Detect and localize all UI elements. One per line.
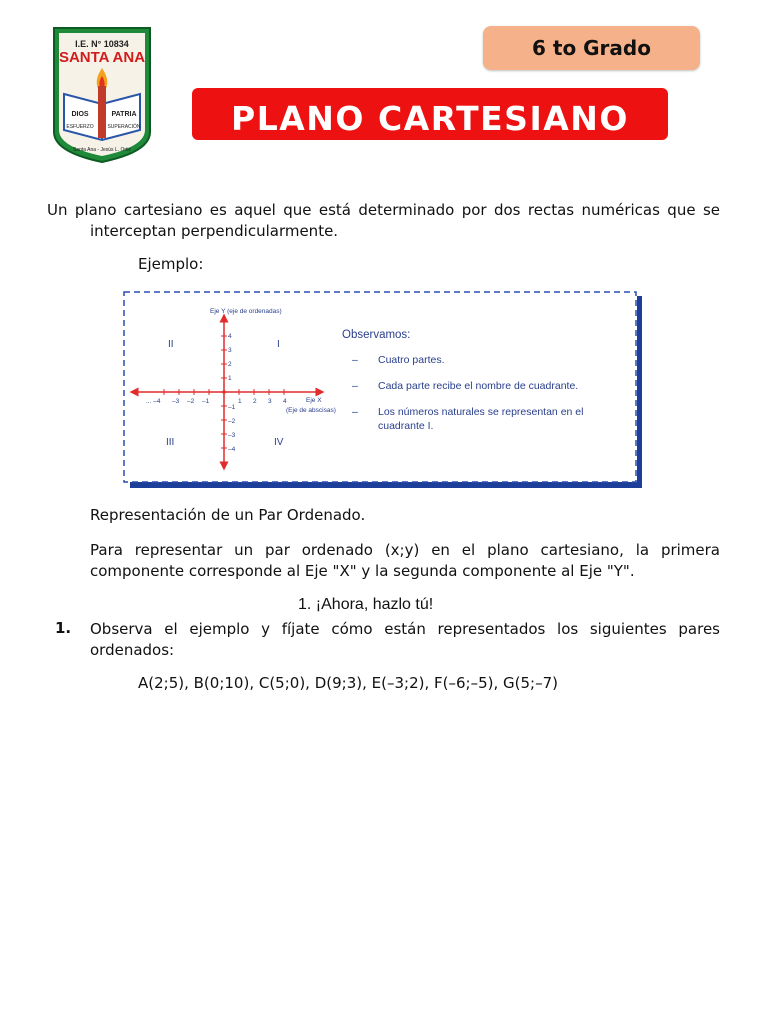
x-tick-label: 3 xyxy=(268,398,272,405)
frame-shadow-right xyxy=(637,296,642,486)
x-axis-label: Eje X xyxy=(306,397,322,404)
observation-item: Cuatro partes. xyxy=(378,354,445,366)
badge-school-name: SANTA ANA xyxy=(58,49,146,66)
y-tick-label: –2 xyxy=(228,418,236,425)
observation-item: Cada parte recibe el nombre de cuadrante. xyxy=(378,380,579,392)
x-tick-label: –1 xyxy=(202,398,210,405)
cartesian-plane-figure xyxy=(122,290,642,488)
origin-point xyxy=(222,390,226,394)
y-tick-label: 3 xyxy=(228,347,232,354)
intro-line-1: Un plano cartesiano es aquel que está determinado por dos rectas numéricas que se xyxy=(47,201,720,219)
explanation-line-2: componente corresponde al Eje "X" y la segunda componente al Eje "Y". xyxy=(90,562,635,580)
y-tick-label: 4 xyxy=(228,333,232,340)
school-badge-logo xyxy=(50,24,154,164)
y-tick-label: –3 xyxy=(228,432,236,439)
exercise-line-1: Observa el ejemplo y fíjate cómo están representados los siguientes pares xyxy=(90,620,720,638)
ordered-pair-heading: Representación de un Par Ordenado. xyxy=(90,506,366,524)
observation-item: cuadrante I. xyxy=(378,420,434,432)
quadrant-label-iii: III xyxy=(166,437,175,448)
page-title: PLANO CARTESIANO xyxy=(192,88,668,140)
badge-word-superacion: SUPERACIÓN xyxy=(107,124,141,130)
badge-word-patria: PATRIA xyxy=(111,111,137,118)
quadrant-label-ii: II xyxy=(168,339,174,350)
explanation-paragraph xyxy=(90,540,720,582)
observation-dash: – xyxy=(352,380,358,392)
observations-heading: Observamos: xyxy=(342,329,411,341)
x-tick-label: –2 xyxy=(187,398,195,405)
badge-word-esfuerzo: ESFUERZO xyxy=(66,124,94,130)
observation-item: Los números naturales se representan en el xyxy=(378,406,584,418)
intro-paragraph xyxy=(47,200,720,242)
badge-word-dios: DIOS xyxy=(71,111,89,118)
quadrant-label-iv: IV xyxy=(274,437,284,448)
y-tick-label: 2 xyxy=(228,361,232,368)
observation-dash: – xyxy=(352,354,358,366)
x-tick-label: 2 xyxy=(253,398,257,405)
observation-dash: – xyxy=(352,406,358,418)
ordered-pairs-list: A(2;5), B(0;10), C(5;0), D(9;3), E(–3;2), F(–6;–5), G(5;–7) xyxy=(138,674,558,692)
x-tick-label: –3 xyxy=(172,398,180,405)
exercise-line-2: ordenados: xyxy=(90,641,175,659)
x-tick-label: 1 xyxy=(238,398,242,405)
exercise-paragraph xyxy=(90,619,720,661)
intro-line-2: interceptan perpendicularmente. xyxy=(90,222,339,240)
y-axis-label: Eje Y (eje de ordenadas) xyxy=(210,308,282,315)
quadrant-label-i: I xyxy=(277,339,280,350)
frame-shadow-bottom xyxy=(130,482,642,488)
explanation-line-1: Para representar un par ordenado (x;y) en el plano cartesiano, la primera xyxy=(90,541,720,559)
y-tick-label: –1 xyxy=(228,404,236,411)
x-tick-label: ... –4 xyxy=(146,398,161,405)
example-label: Ejemplo: xyxy=(138,255,204,273)
x-axis-sublabel: (Eje de abscisas) xyxy=(286,407,336,414)
x-tick-label: 4 xyxy=(283,398,287,405)
exercise-number: 1. xyxy=(55,619,72,637)
activity-heading: 1. ¡Ahora, hazlo tú! xyxy=(298,596,434,613)
y-tick-label: 1 xyxy=(228,375,232,382)
y-tick-label: –4 xyxy=(228,446,236,453)
badge-footer: Santa Ana - Jesús L. Ortiz xyxy=(72,147,132,153)
badge-school-number: I.E. N° 10834 xyxy=(75,39,129,49)
grade-label: 6 to Grado xyxy=(483,26,700,70)
